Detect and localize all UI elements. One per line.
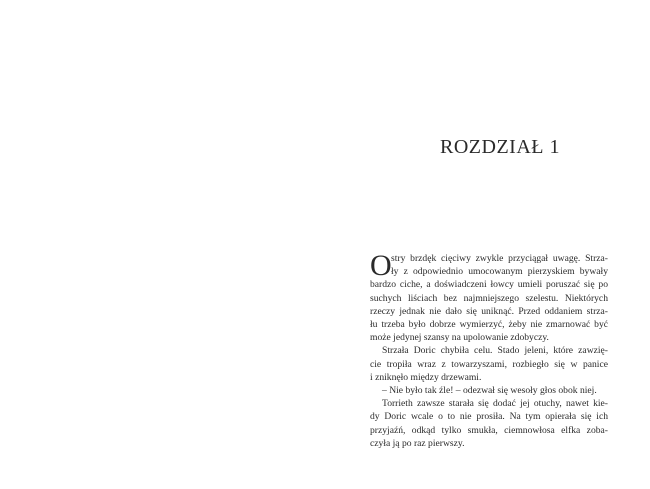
paragraph-2	[370, 344, 608, 384]
text-line: ły z odpowiednio umocowanym pierzyskiem bywały	[391, 266, 608, 278]
text-line: łu trzeba było dobrze wymierzyć, żeby nie zmarnować być	[370, 319, 608, 331]
text-line: może jedynej szansy na upolowanie zdobyczy.	[370, 332, 549, 344]
text-line: Strzała Doric chybiła celu. Stado jeleni, które zawzię-	[382, 345, 608, 357]
body-text	[370, 249, 608, 450]
drop-cap: O	[370, 249, 392, 282]
text-line: rzeczy jednak nie dało się uniknąć. Przed oddaniem strza-	[370, 305, 608, 317]
text-line: – Nie było tak źle! – odezwał się wesoły głos obok niej.	[382, 385, 597, 397]
text-line: czyła ją po raz pierwszy.	[370, 437, 465, 449]
chapter-title: ROZDZIAŁ 1	[440, 136, 560, 158]
text-line: cie tropiła wraz z towarzyszami, rozbiegło się w panice	[370, 358, 608, 370]
text-line: dy Doric wcale o to nie prosiła. Na tym opierała się ich	[370, 411, 608, 423]
text-line: Torrieth zawsze starała się dodać jej otuchy, nawet kie-	[382, 398, 608, 410]
text-line: bardzo ciche, a doświadczeni łowcy umieli poruszać się po	[370, 279, 608, 291]
text-line: suchych liściach bez najmniejszego szelestu. Niektórych	[370, 292, 608, 304]
text-line: przyjaźń, odkąd tylko smukła, ciemnowłosa elfka zoba-	[370, 424, 608, 436]
paragraph-4	[370, 397, 608, 450]
paragraph-1	[370, 249, 608, 344]
text-line: i zniknęło między drzewami.	[370, 371, 482, 383]
text-line: stry brzdęk cięciwy zwykle przyciągał uwagę. Strza-	[391, 253, 608, 264]
paragraph-3	[370, 384, 608, 397]
